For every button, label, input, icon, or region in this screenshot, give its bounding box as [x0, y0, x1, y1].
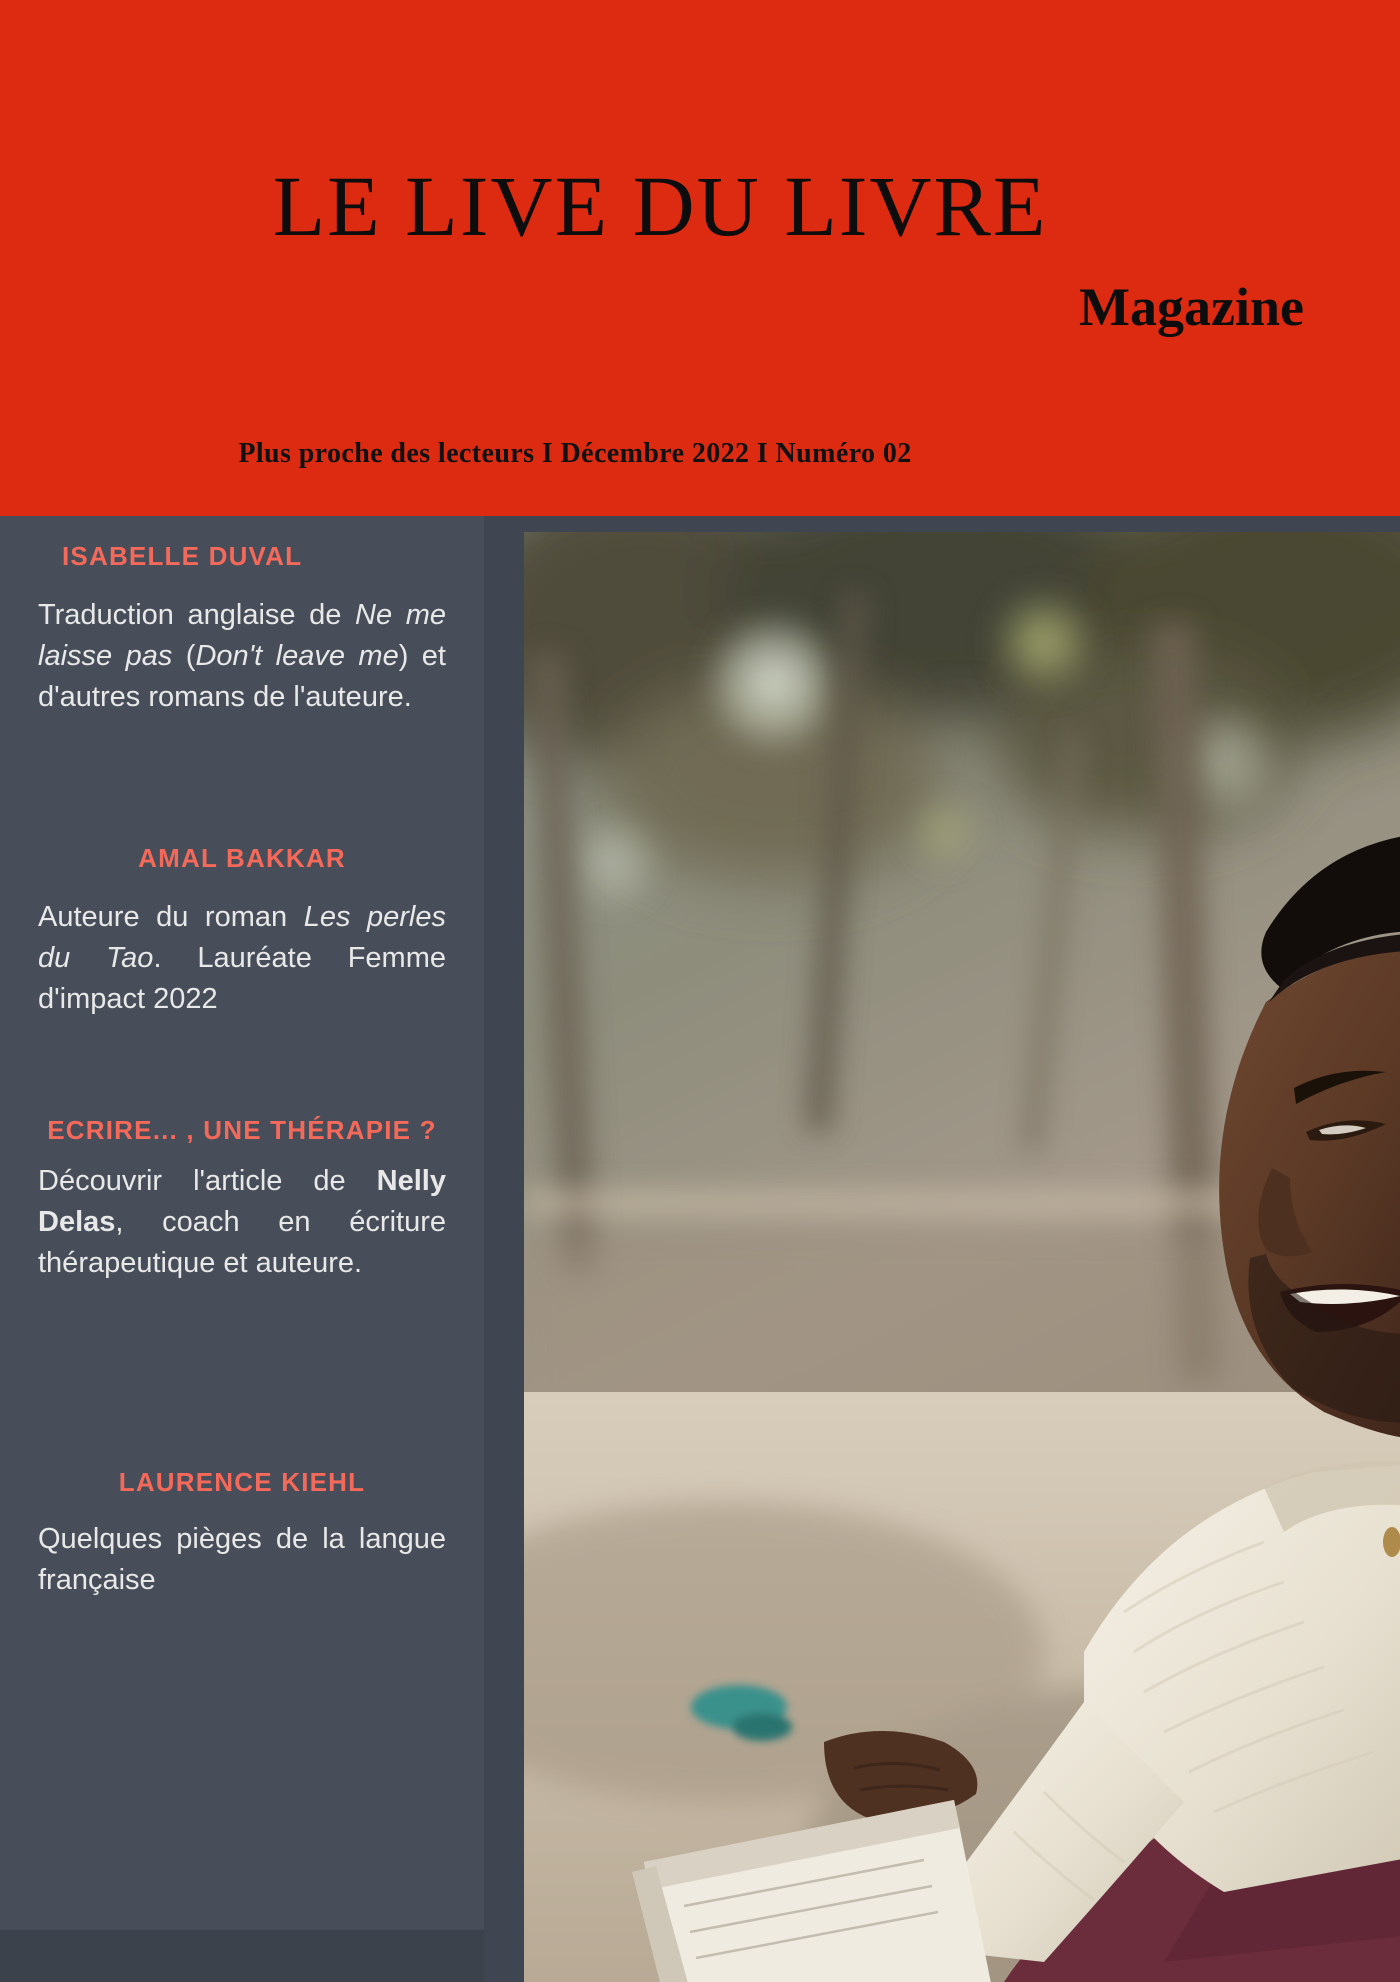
- magazine-subtitle: Magazine: [1079, 277, 1304, 337]
- cover-photo-illustration: [524, 532, 1400, 1982]
- sidebar-block-isabelle-duval: [38, 540, 446, 718]
- cover-sidebar: [0, 516, 484, 1982]
- sidebar-body: Auteure du roman Les perles du Tao. Lauréate Femme d'impact 2022: [38, 900, 446, 1015]
- cover-photo: [524, 532, 1400, 1982]
- sidebar-heading: LAURENCE KIEHL: [118, 1467, 366, 1497]
- magazine-title: LE LIVE DU LIVRE: [272, 157, 1048, 254]
- sidebar-heading: ISABELLE DUVAL: [62, 541, 303, 571]
- sidebar-block-ecrire-une-therapie: [38, 1114, 446, 1284]
- sidebar-block-laurence-kiehl: [38, 1466, 446, 1601]
- masthead: [0, 0, 1400, 516]
- sidebar-body: Quelques pièges de la langue française: [38, 1522, 446, 1596]
- masthead-strapline: Plus proche des lecteurs I Décembre 2022 I Numéro 02: [238, 438, 912, 469]
- sidebar-block-amal-bakkar: [38, 842, 446, 1020]
- sidebar-body: Découvrir l'article de Nelly Delas, coach en écriture thérapeutique et auteure.: [38, 1164, 446, 1279]
- sidebar-footer-shade: [0, 1930, 484, 1982]
- sidebar-heading: AMAL BAKKAR: [138, 843, 346, 873]
- sidebar-heading: ECRIRE... , UNE THÉRAPIE ?: [47, 1115, 437, 1145]
- sidebar-body: Traduction anglaise de Ne me laisse pas (Don't leave me) et d'autres romans de l'auteure.: [38, 598, 446, 713]
